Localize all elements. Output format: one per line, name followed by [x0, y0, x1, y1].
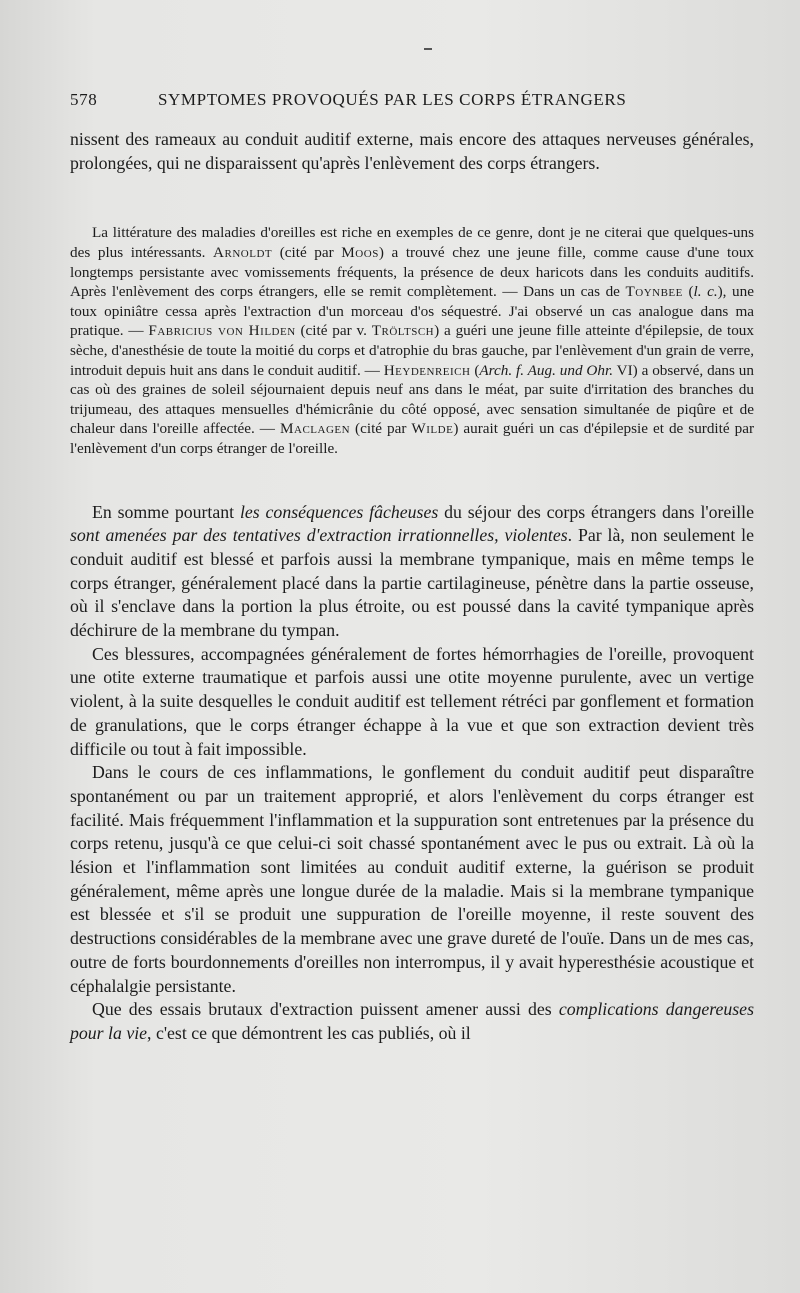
running-title: SYMPTOMES PROVOQUÉS PAR LES CORPS ÉTRANGERS [158, 90, 627, 109]
author-name: Tröltsch [371, 322, 435, 340]
author-name: Fabricius von Hilden [148, 322, 296, 340]
emphasis: les conséquences fâcheuses [239, 501, 439, 522]
paragraph: En somme pourtant les conséquences fâcheuses du séjour des corps étrangers dans l'oreille sont amenées par des tentatives d'extraction irrationnelles, violentes. Par là, non seulement le conduit auditif est blessé et parfois aussi la membrane tympanique, mais en même temps le corps étranger, généralement placé dans la partie cartilagineuse, pénètre dans la partie osseuse, où il s'enclave dans la portion la plus étroite, ou est poussé dans la cavité tympanique après déchirure de la membrane du tympan. [70, 501, 755, 641]
paragraph-small-print: La littérature des maladies d'oreilles est riche en exemples de ce genre, dont je ne citerai que quelques-uns des plus intéressants. Arnoldt (cité par Moos) a trouvé chez une jeune fille, comme cause d'une toux longtemps persistante avec vomissements fréquents, la présence de deux haricots dans les conduits auditifs. Après l'enlèvement des corps étrangers, elle se remit complètement. — Dans un cas de Toynbee (l. c.), une toux opiniâtre cessa après l'extraction d'un morceau d'os séquestré. J'ai observé un cas analogue dans ma pratique. — Fabricius von Hilden (cité par v. Tröltsch) a guéri une jeune fille atteinte d'épilepsie, de toux sèche, d'anesthésie de toute la moitié du corps et d'atrophie du bras gauche, par l'enlèvement d'un grain de verre, introduit depuis huit ans dans le conduit auditif. — Heydenreich (Arch. f. Aug. und Ohr. VI) a observé, dans un cas où des graines de soleil séjournaient depuis neuf ans dans le méat, par suite d'irritation des branches du trijumeau, des attaques mensuelles d'hémicrânie du côté opposé, avec sensation simultanée de piqûre et de chaleur dans l'oreille affectée. — Maclagen (cité par Wilde) aurait guéri un cas d'épilepsie et de surdité par l'enlèvement d'un corps étranger de l'oreille. [70, 224, 755, 457]
author-name: Maclagen [280, 420, 351, 438]
author-name: Toynbee [625, 283, 683, 301]
spacer [70, 459, 754, 501]
paragraph-continued: nissent des rameaux au conduit auditif externe, mais encore des attaques nerveuses générales, prolongées, qui ne disparaissent qu'après l'enlèvement des corps étrangers. [70, 129, 754, 173]
paragraph: Que des essais brutaux d'extraction puissent amener aussi des complications dangereuses pour la vie, c'est ce que démontrent les cas publiés, où il [70, 999, 754, 1043]
paragraph: Ces blessures, accompagnées généralement de fortes hémorrhagies de l'oreille, provoquent une otite externe traumatique et parfois aussi une otite moyenne purulente, avec un vertige violent, à la suite desquelles le conduit auditif est tellement rétréci par gonflement et formation de granulations, que le corps étranger échappe à la vue et que son extraction devient très difficile ou tout à fait impossible. [70, 643, 754, 759]
top-mark [424, 48, 432, 50]
author-name: Heydenreich [383, 361, 471, 379]
spacer [70, 175, 754, 223]
emphasis: sont amenées par des tentatives d'extraction irrationnelles, violentes [70, 525, 568, 546]
emphasis: complications dangereuses pour la vie [70, 999, 754, 1043]
author-name: Moos [341, 244, 379, 261]
page-body [70, 128, 754, 1046]
paragraph: Dans le cours de ces inflammations, le gonflement du conduit auditif peut disparaître spontanément ou par un traitement approprié, et alors l'enlèvement du corps étranger est facilité. Mais fréquemment l'inflammation et la suppuration sont entretenues par la présence du corps retenu, jusqu'à ce que celui-ci soit chassé spontanément avec le pus ou extrait. Là où la lésion et l'inflammation sont limitées au conduit auditif externe, la guérison se produit généralement, même après une longue durée de la maladie. Mais si la membrane tympanique est blessée et s'il se produit une suppuration de l'oreille moyenne, il reste souvent des destructions considérables de la membrane avec une grave dureté de l'ouïe. Dans un de mes cas, outre de forts bourdonnements d'oreilles non interrompus, il y avait hyperesthésie acoustique et céphalalgie persistante. [70, 762, 754, 996]
citation: l. c. [693, 283, 718, 301]
citation: Arch. f. Aug. und Ohr. [479, 361, 614, 379]
running-header [70, 90, 670, 114]
author-name: Wilde [411, 420, 454, 438]
author-name: Arnoldt [213, 244, 273, 261]
page-number: 578 [70, 90, 98, 109]
